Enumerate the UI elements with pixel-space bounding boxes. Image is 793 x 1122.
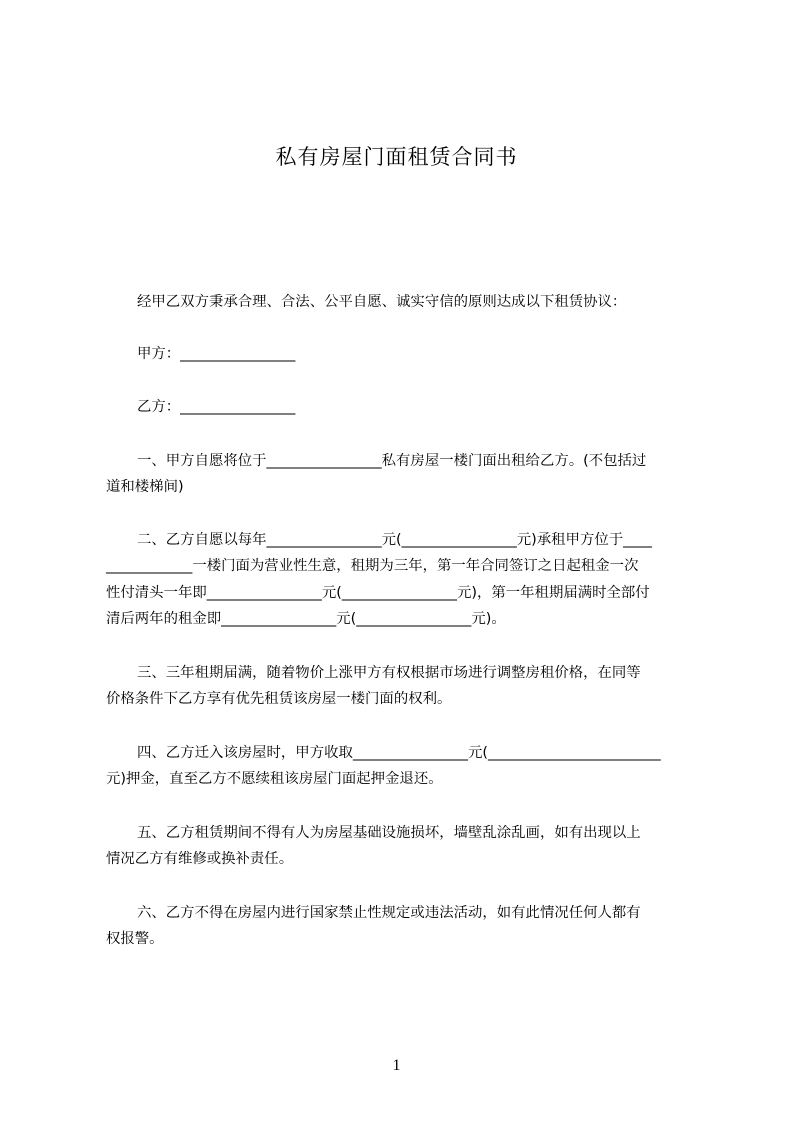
intro-paragraph: 经甲乙双方秉承合理、合法、公平自愿、诚实守信的原则达成以下租赁协议： xyxy=(137,294,627,310)
clause-1-line-1: 一、甲方自愿将位于________________私有房屋一楼门面出租给乙方。(不包括过 xyxy=(137,453,647,469)
clause-6-line-2: 权报警。 xyxy=(106,931,164,947)
party-a-line: 甲方：________________ xyxy=(137,346,296,362)
clause-1-line-2: 道和楼梯间) xyxy=(106,479,184,495)
page-title: 私有房屋门面租赁合同书 xyxy=(275,145,518,169)
clause-3-line-2: 价格条件下乙方享有优先租赁该房屋一楼门面的权利。 xyxy=(106,691,452,707)
clause-6-line-1: 六、乙方不得在房屋内进行国家禁止性规定或违法活动，如有此情况任何人都有 xyxy=(137,905,641,921)
clause-5-line-1: 五、乙方租赁期间不得有人为房屋基础设施损坏，墙壁乱涂乱画，如有出现以上 xyxy=(137,825,641,841)
page-number: 1 xyxy=(392,1057,401,1074)
clause-3-line-1: 三、三年租期届满，随着物价上涨甲方有权根据市场进行调整房租价格，在同等 xyxy=(137,665,641,681)
clause-4-line-1: 四、乙方迁入该房屋时，甲方收取________________元(________________________ xyxy=(137,745,661,761)
clause-2-line-2: ____________一楼门面为营业性生意，租期为三年，第一年合同签订之日起租金一次 xyxy=(106,558,639,574)
clause-2-line-3: 性付清头一年即________________元(________________元)，第一年租期届满时全部付 xyxy=(106,585,650,601)
clause-4-line-2: 元)押金，直至乙方不愿续租该房屋门面起押金退还。 xyxy=(106,771,443,787)
party-b-line: 乙方：________________ xyxy=(137,399,296,415)
clause-2-line-1: 二、乙方自愿以每年________________元(________________元)承租甲方位于____ xyxy=(137,532,652,548)
clause-5-line-2: 情况乙方有维修或换补责任。 xyxy=(106,851,294,867)
clause-2-line-4: 清后两年的租金即________________元(________________元)。 xyxy=(106,611,506,627)
